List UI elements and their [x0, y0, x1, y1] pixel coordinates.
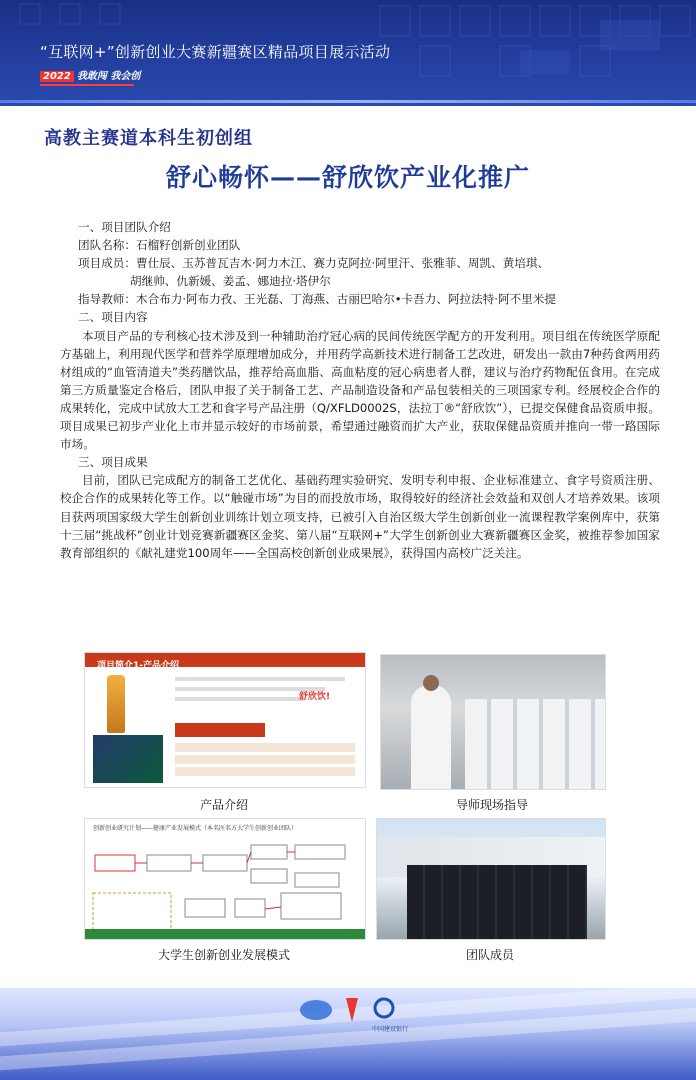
team-members-photo: [376, 818, 606, 940]
slogan-text: 我敢闯 我会创: [76, 71, 141, 82]
caption-mentor-guidance: 导师现场指导: [455, 798, 528, 812]
header-accent-line: [40, 84, 134, 86]
section-2-body: 本项目产品的专利核心技术涉及到一种辅助治疗冠心病的民间传统医学配方的开发利用。项目组在传统医学原配方基础上，利用现代医学和营养学原理增加成分，并用药学高新技术进行制备工艺改进，研发出一款由7种药食两用药材组成的“血管清道夫”类药膳饮品，推荐给高血脂、高血粘度的冠心病患者人群，建议与治疗药物配伍食用。在完成第三方质量鉴定合格后，团队申报了关于制备工艺、产品制造设备和产品包装相关的三项国家专利。经展校企合作的成果转化，完成中试放大工艺和食字号产品注册（Q/XFLD0002S，法拉丁®“舒欣饮”），已提交保健食品资质申报。项目成果已初步产业化上市并显示较好的市场前景，希望通过融资而扩大产业，获取保健品资质并推向一带一路国际市场。: [60, 328, 660, 452]
students-group: [465, 699, 605, 789]
mentor-head: [423, 675, 439, 691]
mentor-guidance-photo: [380, 654, 606, 790]
category-label: 高教主赛道本科生初创组: [44, 128, 253, 149]
patent-certificates-image: [93, 735, 163, 783]
section-3-body: 目前，团队已完成配方的制备工艺优化、基础药理实验研究、发明专利申报、企业标准建立、食字号资质注册、校企合作的成果转化等工作。以“触碰市场”为目的而投放市场，取得较好的经济社会效益和双创人才培养效果。该项目获两项国家级大学生创新创业训练计划立项支持，已被引入自治区级大学生创新创业一流课程教学案例库中，获第十三届“挑战杯”创业计划竞赛新疆赛区金奖、第八届“互联网+”大学生创新创业大赛新疆赛区金奖，被推荐参加国家教育部组织的《献礼建党100周年——全国高校创新创业成果展》，获得国内高校广泛关注。: [60, 473, 660, 560]
section-3-heading: 三、项目成果: [78, 455, 148, 470]
slide-title: 项目简介1-产品介绍: [97, 661, 179, 671]
mentor-figure: [411, 685, 451, 789]
caption-product-intro: 产品介绍: [199, 798, 248, 812]
slide-header-bar: [85, 653, 365, 671]
header-divider: [0, 100, 696, 103]
patent-table: [175, 743, 355, 779]
patent-tag: [175, 723, 265, 737]
text-line: [175, 677, 345, 681]
product-badge: 舒欣饮!: [299, 692, 331, 702]
event-slogan: [40, 67, 180, 81]
section-1-heading: 一、项目团队介绍: [78, 220, 171, 234]
caption-development-model: 大学生创新创业发展模式: [157, 948, 290, 962]
caption-team-members: 团队成员: [465, 948, 514, 962]
text-line: [175, 697, 305, 701]
product-intro-photo: [84, 652, 366, 788]
sponsor-logos: [292, 992, 412, 1028]
product-bottle-image: [107, 675, 125, 733]
diagram-graphic: [85, 819, 365, 939]
bank-logo-text: 中国建设银行: [372, 1026, 409, 1033]
footer-banner: [0, 988, 696, 1080]
diagram-title: 创新创业研究计划——健康产业发展模式（本名医名方大学生创新创业团队）: [93, 825, 298, 832]
team-members-continued: 胡继帅、仇新媛、姜孟、娜迪拉·塔伊尔: [130, 274, 331, 289]
advisors: 指导教师：木合布力·阿布力孜、王光磊、丁海燕、古丽巴哈尔•卡吾力、阿拉法特·阿不里米提: [78, 292, 556, 307]
project-title: 舒心畅怀——舒欣饮产业化推广: [165, 163, 530, 192]
event-title: “互联网+”创新创业大赛新疆赛区精品项目展示活动: [40, 43, 391, 61]
team-members: 项目成员：曹仕辰、玉苏普瓦吉木·阿力木江、赛力克阿拉·阿里汗、张雅菲、周凯、黄培琪、: [78, 256, 550, 271]
event-year: 2022: [40, 71, 74, 82]
project-description: [60, 218, 660, 562]
development-model-diagram: [84, 818, 366, 940]
section-2-heading: 二、项目内容: [78, 310, 148, 325]
team-name: 团队名称：石榴籽创新创业团队: [78, 238, 241, 253]
header-banner: [0, 0, 696, 106]
team-group: [407, 865, 587, 939]
